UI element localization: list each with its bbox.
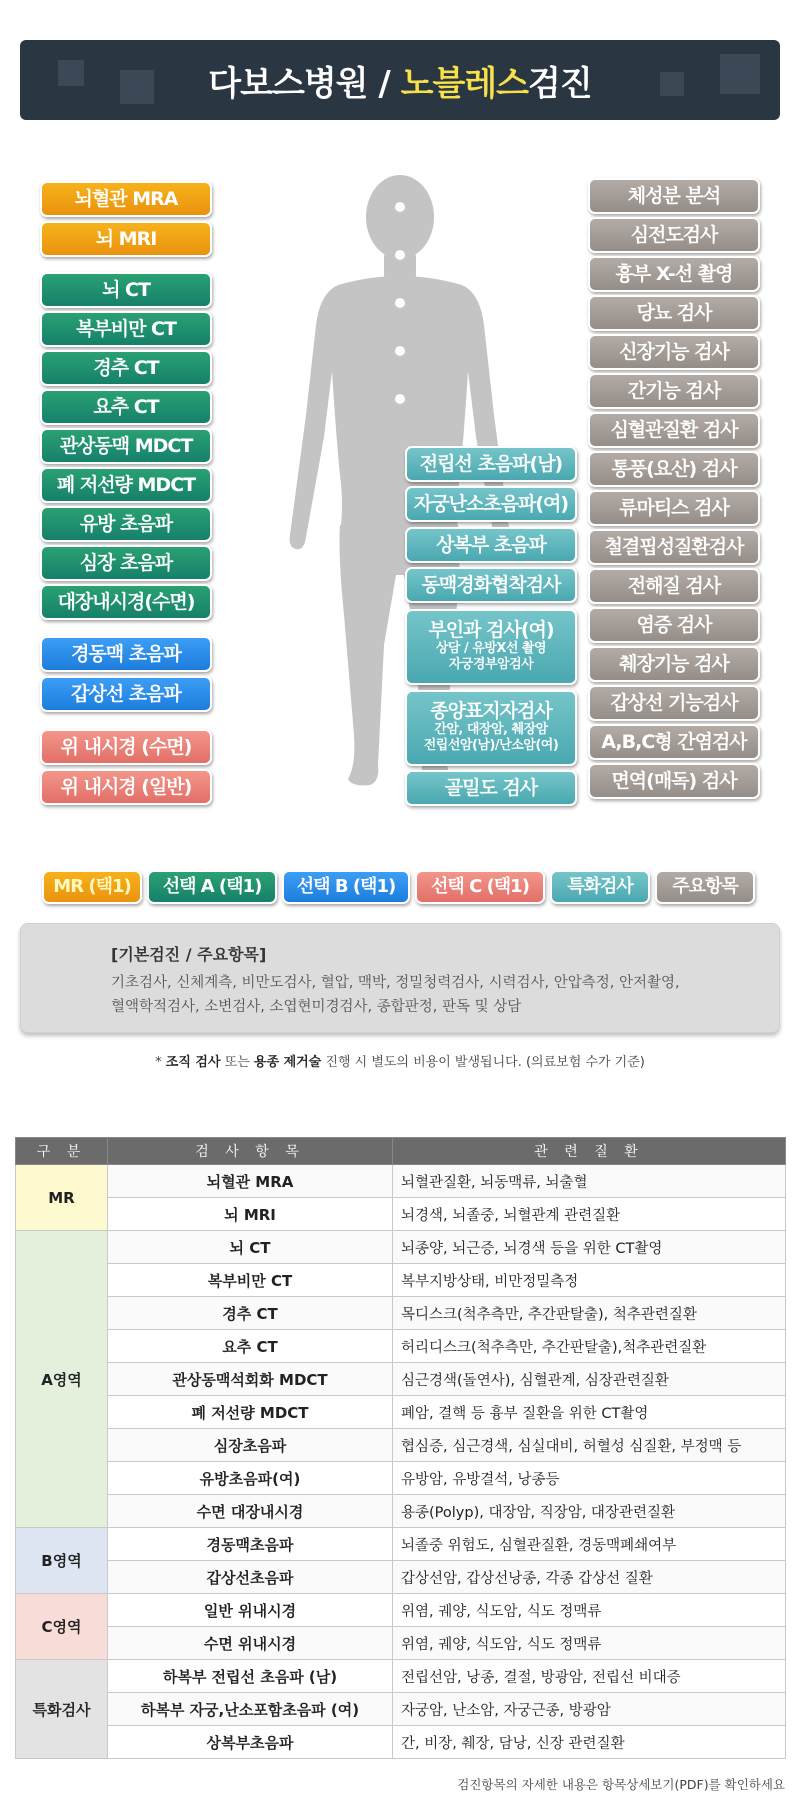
exam-item: 경동맥초음파: [108, 1528, 393, 1561]
gynecology-label: 부인과 검사(여): [428, 619, 554, 642]
table-row: [16, 1594, 786, 1627]
related-disease: 갑상선암, 갑상선낭종, 각종 갑상선 질환: [393, 1561, 786, 1594]
right-item-iron-deficiency[interactable]: 철결핍성질환검사: [588, 529, 760, 565]
left-item-coronary-mdct[interactable]: 관상동맥 MDCT: [40, 428, 212, 464]
exam-item: 유방초음파(여): [108, 1462, 393, 1495]
basic-exam-line-1: 기초검사, 신체계측, 비만도검사, 혈압, 맥박, 정밀청력검사, 시력검사, 안압측정, 안저촬영,: [111, 975, 680, 991]
related-disease: 허리디스크(척추측만, 추간판탈출),척추관련질환: [393, 1330, 786, 1363]
exam-item: 수면 대장내시경: [108, 1495, 393, 1528]
table-row: [16, 1363, 786, 1396]
exam-item: 복부비만 CT: [108, 1264, 393, 1297]
related-disease: 복부지방상태, 비만정밀측정: [393, 1264, 786, 1297]
right-item-rheumatism[interactable]: 류마티스 검사: [588, 490, 760, 526]
exam-item: 뇌혈관 MRA: [108, 1165, 393, 1198]
related-disease: 협심증, 심근경색, 심실대비, 허혈성 심질환, 부정맥 등: [393, 1429, 786, 1462]
table-row: [16, 1627, 786, 1660]
basic-exam-line-2: 혈액학적검사, 소변검사, 소엽현미경검사, 종합판정, 판독 및 상담: [111, 999, 522, 1015]
gynecology-sub1: 상담 / 유방X선 촬영: [435, 641, 547, 657]
related-disease: 간, 비장, 췌장, 담낭, 신장 관련질환: [393, 1726, 786, 1759]
legend-select-b: 선택 B (택1): [282, 870, 410, 904]
table-row: [16, 1726, 786, 1759]
category-a: A영역: [16, 1231, 108, 1528]
related-disease: 위염, 궤양, 식도암, 식도 정맥류: [393, 1594, 786, 1627]
decor-square: [58, 60, 84, 86]
center-item-bone-density[interactable]: 골밀도 검사: [405, 770, 577, 806]
tumor-marker-label: 종양표지자검사: [430, 700, 552, 723]
category-c: C영역: [16, 1594, 108, 1660]
page-title: [208, 56, 591, 105]
exam-item: 상복부초음파: [108, 1726, 393, 1759]
table-row: [16, 1429, 786, 1462]
exam-item: 요추 CT: [108, 1330, 393, 1363]
title-accent: 노블레스: [400, 63, 528, 104]
left-item-heart-ultrasound[interactable]: 심장 초음파: [40, 545, 212, 581]
exam-item: 일반 위내시경: [108, 1594, 393, 1627]
table-row: [16, 1693, 786, 1726]
related-disease: 뇌졸중 위험도, 심혈관질환, 경동맥폐쇄여부: [393, 1528, 786, 1561]
legend-select-c: 선택 C (택1): [415, 870, 545, 904]
related-disease: 뇌종양, 뇌근증, 뇌경색 등을 위한 CT촬영: [393, 1231, 786, 1264]
right-item-kidney[interactable]: 신장기능 검사: [588, 334, 760, 370]
category-b: B영역: [16, 1528, 108, 1594]
table-row: [16, 1231, 786, 1264]
table-header-row: [16, 1138, 786, 1165]
left-item-colonoscopy[interactable]: 대장내시경(수면): [40, 584, 212, 620]
page-header-banner: [20, 40, 780, 120]
note-bold-1: 조직 검사: [165, 1055, 221, 1070]
left-item-carotid-ultrasound[interactable]: 경동맥 초음파: [40, 636, 212, 672]
table-row: [16, 1495, 786, 1528]
exam-item: 수면 위내시경: [108, 1627, 393, 1660]
related-disease: 뇌경색, 뇌졸중, 뇌혈관계 관련질환: [393, 1198, 786, 1231]
left-item-brain-ct[interactable]: 뇌 CT: [40, 272, 212, 308]
title-suffix: 검진: [528, 63, 592, 104]
center-item-upper-abdomen-ultrasound[interactable]: 상복부 초음파: [405, 527, 577, 563]
note-bold-2: 용종 제거술: [253, 1055, 322, 1070]
related-disease: 용종(Polyp), 대장암, 직장암, 대장관련질환: [393, 1495, 786, 1528]
table-row: [16, 1561, 786, 1594]
legend-special: 특화검사: [550, 870, 650, 904]
exam-item: 하복부 자궁,난소포함초음파 (여): [108, 1693, 393, 1726]
decor-square: [660, 72, 684, 96]
related-disease: 유방암, 유방결석, 낭종등: [393, 1462, 786, 1495]
related-disease: 뇌혈관질환, 뇌동맥류, 뇌출혈: [393, 1165, 786, 1198]
exam-item: 하복부 전립선 초음파 (남): [108, 1660, 393, 1693]
right-item-inflammation[interactable]: 염증 검사: [588, 607, 760, 643]
header-exam-item: 검 사 항 목: [108, 1138, 393, 1165]
right-item-cardiovascular[interactable]: 심혈관질환 검사: [588, 412, 760, 448]
right-item-hepatitis[interactable]: A,B,C형 간염검사: [588, 724, 760, 760]
left-item-brain-mri[interactable]: 뇌 MRI: [40, 221, 212, 257]
header-related-disease: 관 련 질 환: [393, 1138, 786, 1165]
table-row: [16, 1660, 786, 1693]
right-item-ecg[interactable]: 심전도검사: [588, 217, 760, 253]
right-item-pancreas[interactable]: 췌장기능 검사: [588, 646, 760, 682]
exam-item: 뇌 MRI: [108, 1198, 393, 1231]
table-row: [16, 1528, 786, 1561]
gynecology-sub2: 자궁경부암검사: [448, 657, 534, 673]
left-item-cervical-ct[interactable]: 경추 CT: [40, 350, 212, 386]
related-disease: 위염, 궤양, 식도암, 식도 정맥류: [393, 1627, 786, 1660]
left-item-breast-ultrasound[interactable]: 유방 초음파: [40, 506, 212, 542]
decor-square: [720, 54, 760, 94]
table-row: [16, 1198, 786, 1231]
table-row: [16, 1462, 786, 1495]
left-item-lung-mdct[interactable]: 폐 저선량 MDCT: [40, 467, 212, 503]
table-row: [16, 1165, 786, 1198]
related-disease: 전립선암, 낭종, 결절, 방광암, 전립선 비대증: [393, 1660, 786, 1693]
tumor-marker-sub1: 간암, 대장암, 췌장암: [434, 722, 548, 738]
table-row: [16, 1297, 786, 1330]
right-item-body-composition[interactable]: 체성분 분석: [588, 178, 760, 214]
note-prefix: *: [155, 1055, 166, 1070]
left-item-thyroid-ultrasound[interactable]: 갑상선 초음파: [40, 676, 212, 712]
decor-square: [120, 70, 154, 104]
center-item-tumor-marker-test[interactable]: [405, 690, 577, 766]
center-item-uterus-ultrasound[interactable]: 자궁난소초음파(여): [405, 486, 577, 522]
right-item-electrolyte[interactable]: 전해질 검사: [588, 568, 760, 604]
right-item-liver[interactable]: 간기능 검사: [588, 373, 760, 409]
exam-item: 경추 CT: [108, 1297, 393, 1330]
table-row: [16, 1264, 786, 1297]
exam-item: 갑상선초음파: [108, 1561, 393, 1594]
note-text-1: 또는: [220, 1055, 254, 1070]
left-item-endoscopy-sleep[interactable]: 위 내시경 (수면): [40, 729, 212, 765]
right-item-gout[interactable]: 통풍(요산) 검사: [588, 451, 760, 487]
exam-item: 관상동맥석회화 MDCT: [108, 1363, 393, 1396]
legend-select-a: 선택 A (택1): [147, 870, 277, 904]
center-item-prostate-ultrasound[interactable]: 전립선 초음파(남): [405, 446, 577, 482]
basic-exam-title: [기본검진 / 주요항목]: [111, 945, 267, 964]
center-item-arteriosclerosis-test[interactable]: 동맥경화협착검사: [405, 567, 577, 603]
exam-item: 폐 저선량 MDCT: [108, 1396, 393, 1429]
related-disease: 심근경색(돌연사), 심혈관계, 심장관련질환: [393, 1363, 786, 1396]
tumor-marker-sub2: 전립선암(남)/난소암(여): [423, 738, 559, 754]
basic-exam-box: [20, 923, 780, 1033]
left-item-brain-mra[interactable]: 뇌혈관 MRA: [40, 181, 212, 217]
category-mr: MR: [16, 1165, 108, 1231]
left-item-lumbar-ct[interactable]: 요추 CT: [40, 389, 212, 425]
cost-note: [0, 1051, 800, 1070]
footer-note: 검진항목의 자세한 내용은 항목상세보기(PDF)를 확인하세요: [457, 1777, 785, 1792]
center-item-gynecology-test[interactable]: [405, 609, 577, 685]
left-item-endoscopy-general[interactable]: 위 내시경 (일반): [40, 769, 212, 805]
related-disease: 폐암, 결핵 등 흉부 질환을 위한 CT촬영: [393, 1396, 786, 1429]
header-category: 구 분: [16, 1138, 108, 1165]
right-item-chest-xray[interactable]: 흉부 X-선 촬영: [588, 256, 760, 292]
exam-item: 심장초음파: [108, 1429, 393, 1462]
related-disease: 목디스크(척추측만, 추간판탈출), 척추관련질환: [393, 1297, 786, 1330]
legend-main: 주요항목: [655, 870, 755, 904]
table-row: [16, 1396, 786, 1429]
category-special: 특화검사: [16, 1660, 108, 1759]
exam-item: 뇌 CT: [108, 1231, 393, 1264]
legend-mr: [42, 870, 142, 904]
table-row: [16, 1330, 786, 1363]
legend-mr-label: MR (택1): [53, 876, 131, 898]
related-disease: 자궁암, 난소암, 자궁근종, 방광암: [393, 1693, 786, 1726]
title-hospital: 다보스병원 /: [208, 63, 401, 104]
right-item-thyroid-function[interactable]: 갑상선 기능검사: [588, 685, 760, 721]
left-item-abdominal-ct[interactable]: 복부비만 CT: [40, 311, 212, 347]
exam-table: [15, 1137, 786, 1759]
right-item-diabetes[interactable]: 당뇨 검사: [588, 295, 760, 331]
note-text-2: 진행 시 별도의 비용이 발생됩니다. (의료보험 수가 기준): [321, 1055, 645, 1070]
right-item-syphilis[interactable]: 면역(매독) 검사: [588, 763, 760, 799]
